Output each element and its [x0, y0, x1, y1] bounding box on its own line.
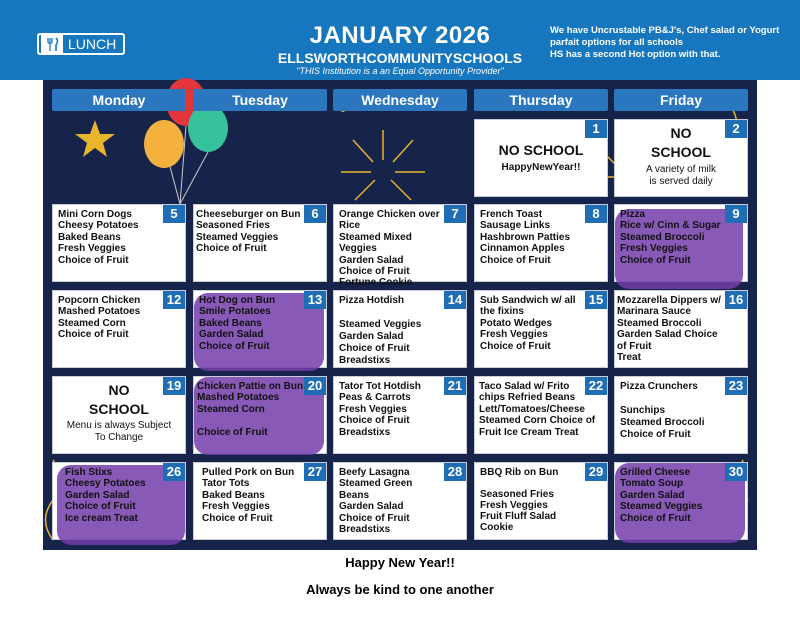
menu-items: Chicken Pattie on Bun Mashed Potatoes Steamed Corn Choice of Fruit — [197, 381, 304, 438]
no-school-note: HappyNewYear!! — [501, 162, 581, 173]
day-number: 15 — [585, 291, 607, 309]
day-cell-26 — [52, 462, 186, 540]
day-number: 7 — [444, 205, 466, 223]
day-number: 21 — [444, 377, 466, 395]
day-number: 20 — [304, 377, 326, 395]
menu-items: Fish Stixs Cheesy Potatoes Garden Salad Choice of Fruit Ice cream Treat — [65, 467, 146, 524]
menu-items: Popcorn Chicken Mashed Potatoes Steamed Corn Choice of Fruit — [58, 295, 141, 341]
day-number: 5 — [163, 205, 185, 223]
menu-items: Sub Sandwich w/ all the fixins Potato Wedges Fresh Veggies Choice of Fruit — [480, 295, 576, 352]
day-number: 6 — [304, 205, 326, 223]
day-number: 16 — [725, 291, 747, 309]
menu-items: Taco Salad w/ Frito chips Refried Beans Lett/Tomatoes/Cheese Steamed Corn Choice of Fruit Ice Cream Treat — [479, 381, 596, 438]
day-number: 1 — [585, 120, 607, 138]
day-cell-1 — [474, 119, 608, 197]
menu-items: Grilled Cheese Tomato Soup Garden Salad Steamed Veggies Choice of Fruit — [620, 467, 703, 524]
district-name: ELLSWORTHCOMMUNITYSCHOOLS — [277, 50, 523, 66]
subject-to-change-note: Menu is always Subject To Change — [66, 420, 172, 443]
day-number: 14 — [444, 291, 466, 309]
day-cell-22 — [474, 376, 608, 454]
day-number: 29 — [585, 463, 607, 481]
menu-items: Pizza Hotdish Steamed Veggies Garden Salad Choice of Fruit Breadstixs — [339, 295, 422, 366]
page-title: JANUARY 2026 — [309, 22, 491, 49]
menu-items: Hot Dog on Bun Smile Potatoes Baked Beans Garden Salad Choice of Fruit — [199, 295, 276, 352]
day-number: 9 — [725, 205, 747, 223]
menu-items: BBQ Rib on Bun Seasoned Fries Fresh Veggies Fruit Fluff Salad Cookie — [480, 467, 559, 533]
day-cell-27 — [193, 462, 327, 540]
day-cell-6 — [193, 204, 327, 282]
footer-message: Always be kind to one another — [306, 582, 494, 597]
menu-items: Cheeseburger on Bun Seasoned Fries Steamed Veggies Choice of Fruit — [196, 209, 301, 255]
day-number: 26 — [163, 463, 185, 481]
day-number: 23 — [725, 377, 747, 395]
menu-items: Beefy Lasagna Steamed Green Beans Garden Salad Choice of Fruit Breadstixs — [339, 467, 413, 536]
lunch-label: LUNCH — [68, 36, 117, 52]
day-number: 19 — [163, 377, 185, 395]
day-cell-12 — [52, 290, 186, 368]
day-cell-28 — [333, 462, 467, 540]
day-cell-5 — [52, 204, 186, 282]
day-number: 28 — [444, 463, 466, 481]
green-balloon — [188, 104, 228, 152]
lunch-badge — [37, 33, 125, 55]
day-cell-2 — [614, 119, 748, 197]
day-cell-21 — [333, 376, 467, 454]
day-cell-29 — [474, 462, 608, 540]
day-cell-8 — [474, 204, 608, 282]
no-school-title: NO SCHOOL — [651, 125, 711, 160]
day-cell-23 — [614, 376, 748, 454]
menu-items: Pulled Pork on Bun Tator Tots Baked Beans Fresh Veggies Choice of Fruit — [202, 467, 295, 524]
milk-note: A variety of milk is served daily — [645, 164, 717, 187]
day-cell-16 — [614, 290, 748, 368]
day-number: 12 — [163, 291, 185, 309]
no-school-title: NO SCHOOL — [498, 142, 584, 158]
day-number: 13 — [304, 291, 326, 309]
menu-items: French Toast Sausage Links Hashbrown Patties Cinnamon Apples Choice of Fruit — [480, 209, 571, 266]
menu-items: Tator Tot Hotdish Peas & Carrots Fresh Veggies Choice of Fruit Breadstixs — [339, 381, 421, 438]
day-cell-14 — [333, 290, 467, 368]
orange-balloon — [144, 120, 184, 168]
no-school-title: NO SCHOOL — [89, 382, 149, 417]
day-number: 8 — [585, 205, 607, 223]
footer-greeting: Happy New Year!! — [345, 555, 455, 570]
day-cell-20 — [193, 376, 327, 454]
day-cell-30 — [614, 462, 748, 540]
day-cell-19 — [52, 376, 186, 454]
options-note: We have Uncrustable PB&J's, Chef salad or Yogurt parfait options for all schools HS has a second Hot option with that. — [550, 25, 780, 60]
day-cell-9 — [614, 204, 748, 282]
day-cell-7 — [333, 204, 467, 289]
header-bar — [0, 0, 800, 80]
menu-items: Mozzarella Dippers w/ Marinara Sauce Steamed Broccoli Garden Salad Choice of Fruit Treat — [617, 295, 721, 364]
day-cell-13 — [193, 290, 327, 368]
day-header-thursday: Thursday — [474, 89, 608, 111]
day-header-wednesday: Wednesday — [333, 89, 467, 111]
day-header-tuesday: Tuesday — [193, 89, 327, 111]
menu-items: Pizza Rice w/ Cinn & Sugar Steamed Broccoli Fresh Veggies Choice of Fruit — [620, 209, 721, 266]
day-number: 2 — [725, 120, 747, 138]
provider-statement: "THIS Institution is a an Equal Opportunity Provider" — [296, 66, 504, 76]
day-cell-15 — [474, 290, 608, 368]
menu-items: Orange Chicken over Rice Steamed Mixed Veggies Garden Salad Choice of Fruit Fortune Cookie — [339, 209, 440, 289]
day-number: 30 — [725, 463, 747, 481]
menu-items: Pizza Crunchers Sunchips Steamed Broccoli Choice of Fruit — [620, 381, 705, 440]
day-header-friday: Friday — [614, 89, 748, 111]
fork-knife-icon — [41, 35, 63, 53]
menu-items: Mini Corn Dogs Cheesy Potatoes Baked Beans Fresh Veggies Choice of Fruit — [58, 209, 139, 266]
day-number: 22 — [585, 377, 607, 395]
day-header-monday: Monday — [52, 89, 186, 111]
day-number: 27 — [304, 463, 326, 481]
